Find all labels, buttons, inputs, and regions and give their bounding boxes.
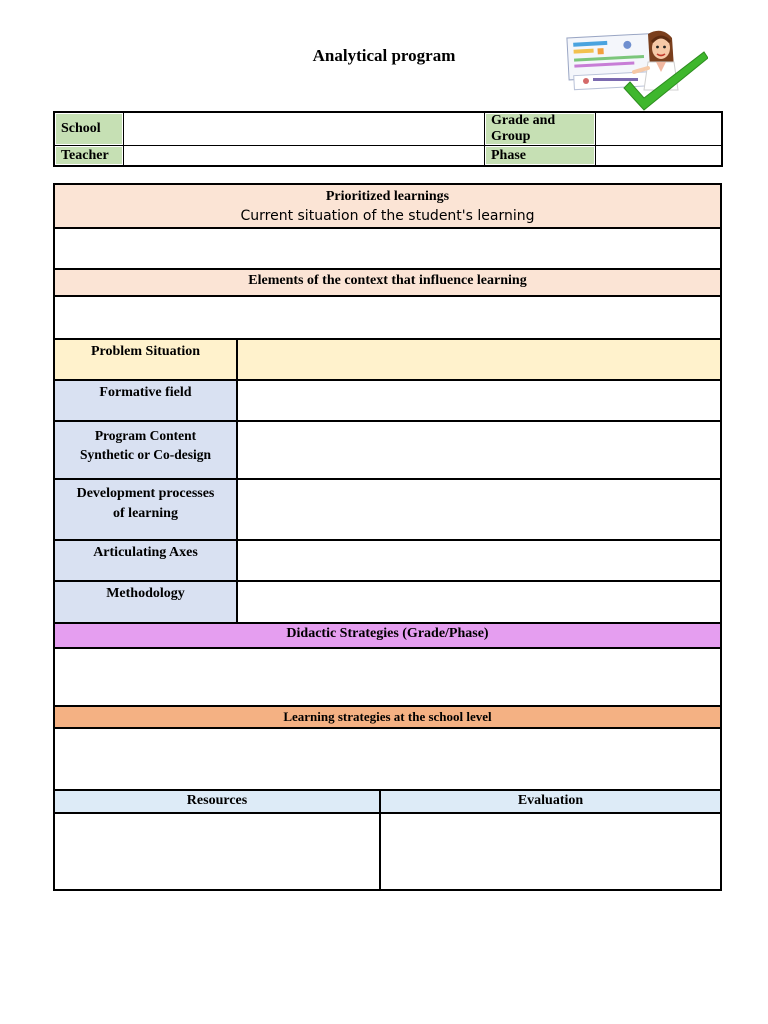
prioritized-learnings-field[interactable] xyxy=(55,229,720,270)
methodology-label: Methodology xyxy=(55,582,238,622)
page-title: Analytical program xyxy=(312,46,456,65)
development-processes-line2: of learning xyxy=(113,506,178,521)
problem-situation-row xyxy=(55,340,720,381)
articulating-axes-row xyxy=(55,541,720,582)
development-processes-line1: Development processes xyxy=(76,486,215,501)
methodology-field[interactable] xyxy=(238,582,720,622)
program-content-label xyxy=(55,422,238,478)
prioritized-learnings-header xyxy=(55,185,720,229)
phase-field[interactable] xyxy=(596,146,723,167)
didactic-strategies-field[interactable] xyxy=(55,649,720,707)
current-situation-subtitle: Current situation of the student's learning xyxy=(240,208,535,224)
header-info-table xyxy=(53,111,723,167)
methodology-row xyxy=(55,582,720,624)
resources-evaluation-fields xyxy=(55,814,720,889)
formative-field-field[interactable] xyxy=(238,381,720,420)
learning-strategies-field[interactable] xyxy=(55,729,720,791)
resources-field[interactable] xyxy=(55,814,381,889)
program-content-field[interactable] xyxy=(238,422,720,478)
context-elements-header: Elements of the context that influence learning xyxy=(55,270,720,297)
articulating-axes-field[interactable] xyxy=(238,541,720,580)
formative-field-row xyxy=(55,381,720,422)
articulating-axes-label: Articulating Axes xyxy=(55,541,238,580)
program-content-row xyxy=(55,422,720,480)
development-processes-row xyxy=(55,480,720,541)
prioritized-learnings-title: Prioritized learnings xyxy=(325,189,450,204)
teacher-checkmark-logo xyxy=(566,28,708,112)
resources-header: Resources xyxy=(55,791,381,812)
learning-strategies-header: Learning strategies at the school level xyxy=(55,707,720,729)
grade-group-field[interactable] xyxy=(596,112,723,146)
school-label: School xyxy=(54,112,124,146)
school-field[interactable] xyxy=(124,112,485,146)
teacher-field[interactable] xyxy=(124,146,485,167)
evaluation-field[interactable] xyxy=(381,814,720,889)
analytical-program-form xyxy=(53,183,722,891)
program-content-line1: Program Content xyxy=(94,428,197,443)
didactic-strategies-header: Didactic Strategies (Grade/Phase) xyxy=(55,624,720,649)
context-elements-field[interactable] xyxy=(55,297,720,340)
development-processes-field[interactable] xyxy=(238,480,720,539)
teacher-label: Teacher xyxy=(54,146,124,167)
problem-situation-field[interactable] xyxy=(238,340,720,379)
program-content-line2: Synthetic or Co-design xyxy=(79,447,211,462)
resources-evaluation-header xyxy=(55,791,720,814)
development-processes-label xyxy=(55,480,238,539)
phase-label: Phase xyxy=(485,146,596,167)
grade-group-label: Grade and Group xyxy=(485,112,596,146)
formative-field-label: Formative field xyxy=(55,381,238,420)
evaluation-header: Evaluation xyxy=(381,791,720,812)
problem-situation-label: Problem Situation xyxy=(55,340,238,379)
